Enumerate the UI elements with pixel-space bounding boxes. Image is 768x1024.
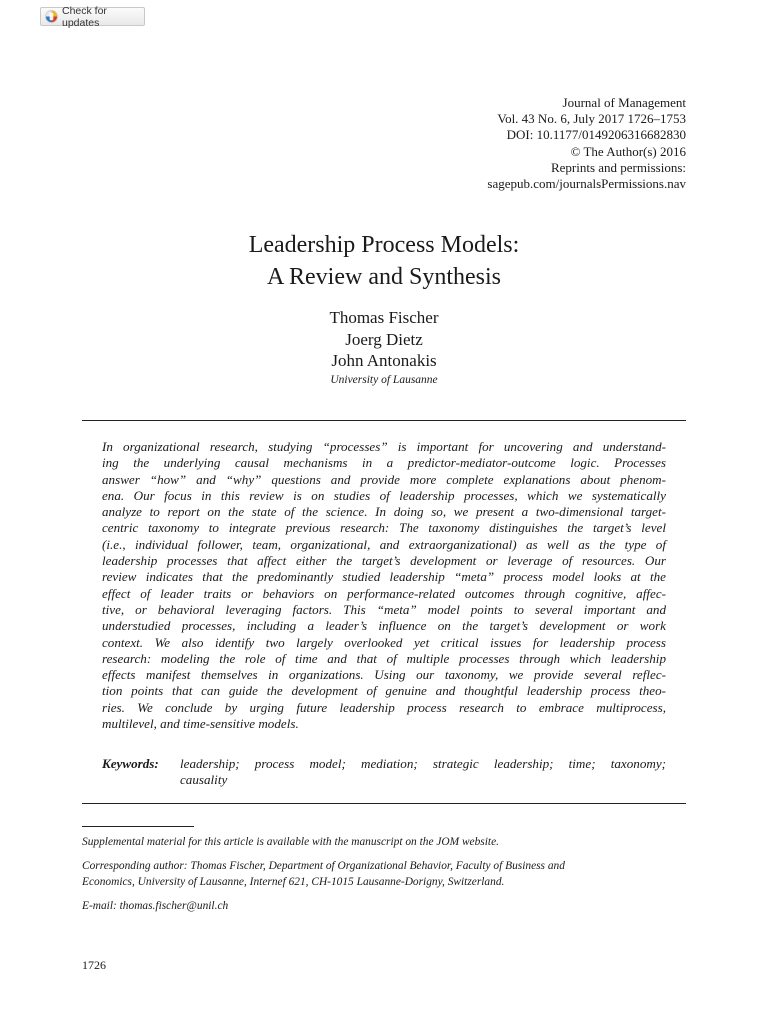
abstract-line: leadership processes that affect either the target’s development or leverage of resources. Our	[102, 553, 666, 569]
abstract-line: In organizational research, studying “processes” is important for uncovering and understand-	[102, 439, 666, 454]
abstract	[102, 439, 666, 732]
corresponding-author-line: Corresponding author: Thomas Fischer, Department of Organizational Behavior, Faculty of Business and	[82, 860, 565, 872]
abstract-line: answer “how” and “why” questions and provide more complete explanations about phenom-	[102, 471, 666, 487]
abstract-line: review indicates that the predominantly studied leadership “meta” process model looks at the	[102, 569, 666, 585]
journal-volume: Vol. 43 No. 6, July 2017 1726–1753	[497, 111, 686, 127]
keywords-label: Keywords:	[102, 756, 159, 771]
author-list	[0, 307, 768, 372]
paper-title	[0, 229, 768, 293]
crossmark-icon	[45, 10, 58, 23]
abstract-line: analyze to report on the state of the science. In doing so, we present a two-dimensional target-	[102, 504, 666, 520]
abstract-bottom-rule	[82, 803, 686, 804]
keywords-line: leadership; process model; mediation; strategic leadership; time; taxonomy;	[180, 756, 666, 771]
journal-reprints: Reprints and permissions:	[550, 159, 686, 175]
author-name: Thomas Fischer	[329, 308, 439, 327]
check-for-updates-label: Check for updates	[62, 4, 107, 29]
abstract-line: centric taxonomy to integrate previous research: The taxonomy distinguishes the target’s level	[102, 520, 666, 536]
journal-doi[interactable]: DOI: 10.1177/0149206316682830	[506, 127, 686, 143]
abstract-line: effect of leader traits or behaviors on performance-related outcomes through cognitive, affec-	[102, 585, 666, 601]
corresponding-author-line: Economics, University of Lausanne, Internef 621, CH-1015 Lausanne-Dorigny, Switzerland.	[82, 876, 505, 888]
author-name: Joerg Dietz	[345, 329, 423, 349]
check-for-updates-button[interactable]	[40, 4, 145, 29]
supplemental-note: Supplemental material for this article is available with the manuscript on the JOM website.	[82, 836, 499, 848]
abstract-line: ena. Our focus in this review is on studies of leadership processes, which we systematically	[102, 487, 666, 503]
abstract-line: (i.e., individual follower, team, organizational, and extraorganizational) as well as the type of	[102, 536, 666, 552]
author-email[interactable]: E-mail: thomas.fischer@unil.ch	[82, 900, 229, 912]
journal-name: Journal of Management	[562, 95, 686, 110]
abstract-top-rule	[82, 420, 686, 421]
abstract-line: tion points that can guide the development of genuine and thoughtful leadership process theo-	[102, 683, 666, 699]
abstract-line: understudied processes, including a leader’s influence on the target’s development or work	[102, 618, 666, 634]
abstract-line: context. We also identify two largely overlooked yet critical issues for leadership process	[102, 634, 666, 650]
affiliation: University of Lausanne	[330, 374, 438, 386]
abstract-line: effects manifest themselves in organizations. Using our taxonomy, we provide several reflec-	[102, 667, 666, 683]
abstract-line: research: modeling the role of time and that of multiple processes through which leadership	[102, 650, 666, 666]
paper-title-line2: A Review and Synthesis	[267, 264, 501, 290]
footnotes	[82, 834, 686, 922]
abstract-line: ing the underlying causal mechanisms in a predictor-mediator-outcome logic. Processes	[102, 455, 666, 471]
footnote-rule	[82, 826, 194, 827]
page-number: 1726	[82, 958, 106, 972]
author-name: John Antonakis	[331, 351, 437, 370]
abstract-line: tive, or behavioral leveraging factors. This “meta” model points to several important and	[102, 601, 666, 617]
journal-meta	[487, 95, 686, 192]
paper-title-line1: Leadership Process Models:	[248, 232, 520, 258]
keywords-line: causality	[180, 772, 228, 788]
keywords-text	[180, 756, 666, 789]
keywords	[102, 756, 666, 789]
abstract-line: multilevel, and time-sensitive models.	[102, 716, 299, 732]
journal-permissions-link[interactable]: sagepub.com/journalsPermissions.nav	[487, 176, 686, 192]
journal-copyright: © The Author(s) 2016	[570, 143, 686, 159]
abstract-line: ries. We conclude by urging future leadership process research to embrace multiprocess,	[102, 699, 666, 715]
corresponding-author-note	[82, 858, 686, 890]
